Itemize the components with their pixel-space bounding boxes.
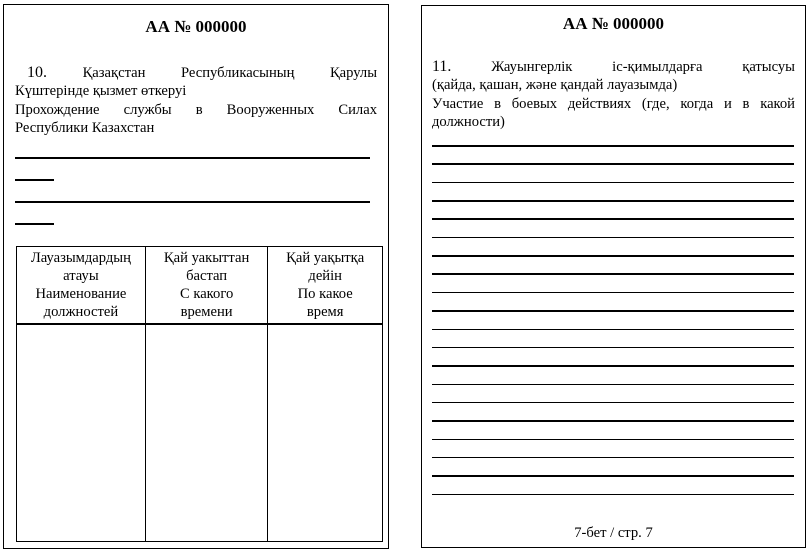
section-10-title-ru-line1: Прохождение службы в Вооруженных Силах (15, 101, 377, 118)
left-page (3, 4, 389, 549)
blank-fill-line-short[interactable] (15, 179, 54, 181)
ruled-line[interactable] (432, 420, 794, 422)
ruled-line[interactable] (432, 292, 794, 294)
ruled-line[interactable] (432, 200, 794, 202)
table-header-row (17, 247, 383, 325)
header-kk-line: бастап (186, 268, 228, 284)
cell-to-date[interactable] (268, 324, 383, 542)
ruled-line[interactable] (432, 310, 794, 312)
header-ru-line: должностей (43, 304, 119, 320)
table-row (17, 324, 383, 542)
ruled-line[interactable] (432, 402, 794, 404)
header-ru-line: времени (180, 304, 233, 320)
ruled-line[interactable] (432, 237, 794, 239)
header-ru-line: С какого (179, 286, 234, 302)
header-ru-line: По какое (297, 286, 353, 302)
blank-fill-line[interactable] (15, 201, 370, 203)
section-10-title-kk-line2: Күштерінде қызмет өткеруі (15, 83, 187, 100)
header-ru-line: время (306, 304, 344, 320)
ruled-line[interactable] (432, 439, 794, 441)
section-11-title-kk-line1 (432, 58, 795, 76)
ruled-line[interactable] (432, 494, 794, 496)
header-ru-line: Наименование (35, 286, 127, 302)
column-header-to-date (268, 247, 383, 325)
section-title-kk-text: Қазақстан Республикасының Қарулы (82, 65, 377, 81)
ruled-line[interactable] (432, 182, 794, 184)
section-11-title-kk-line2: (қайда, қашан, және қандай лауазымда) (432, 77, 678, 94)
ruled-line[interactable] (432, 475, 794, 477)
header-kk-line: дейін (308, 268, 342, 284)
section-11-heading (432, 58, 795, 131)
ruled-line[interactable] (432, 384, 794, 386)
column-header-from-date (145, 247, 268, 325)
service-positions-table (16, 246, 383, 542)
header-kk-line: атауы (63, 268, 99, 284)
section-number: 10. (27, 64, 47, 81)
ruled-line[interactable] (432, 457, 794, 459)
ruled-line[interactable] (432, 145, 794, 147)
ruled-line[interactable] (432, 347, 794, 349)
ruled-line[interactable] (432, 365, 794, 367)
page-number-footer: 7-бет / стр. 7 (574, 525, 653, 541)
header-kk-line: Қай уақытқа (286, 250, 365, 266)
document-number: АА № 000000 (145, 17, 247, 36)
ruled-line[interactable] (432, 163, 794, 165)
section-11-title-ru-line1: Участие в боевых действиях (где, когда и в какой (432, 95, 795, 112)
right-page (421, 5, 806, 548)
column-header-position-name (17, 247, 146, 325)
section-10-title-ru-line2: Республики Казахстан (15, 119, 155, 136)
section-number: 11. (432, 58, 452, 75)
document-number: АА № 000000 (562, 14, 665, 33)
section-10-heading (15, 64, 377, 137)
header-kk-line: Қай уакыттан (163, 250, 250, 266)
ruled-line[interactable] (432, 218, 794, 220)
cell-from-date[interactable] (145, 324, 268, 542)
section-10-title-kk-line1 (15, 64, 377, 82)
cell-position-name[interactable] (17, 324, 146, 542)
ruled-line[interactable] (432, 255, 794, 257)
section-11-title-ru-line2: должности) (432, 113, 505, 130)
blank-fill-line[interactable] (15, 157, 370, 159)
header-kk-line: Лауазымдардың (30, 250, 131, 266)
section-title-kk-text: Жауынгерлік іс-қимылдарға қатысуы (491, 59, 795, 75)
blank-fill-line-short[interactable] (15, 223, 54, 225)
ruled-line[interactable] (432, 329, 794, 331)
ruled-line[interactable] (432, 273, 794, 275)
